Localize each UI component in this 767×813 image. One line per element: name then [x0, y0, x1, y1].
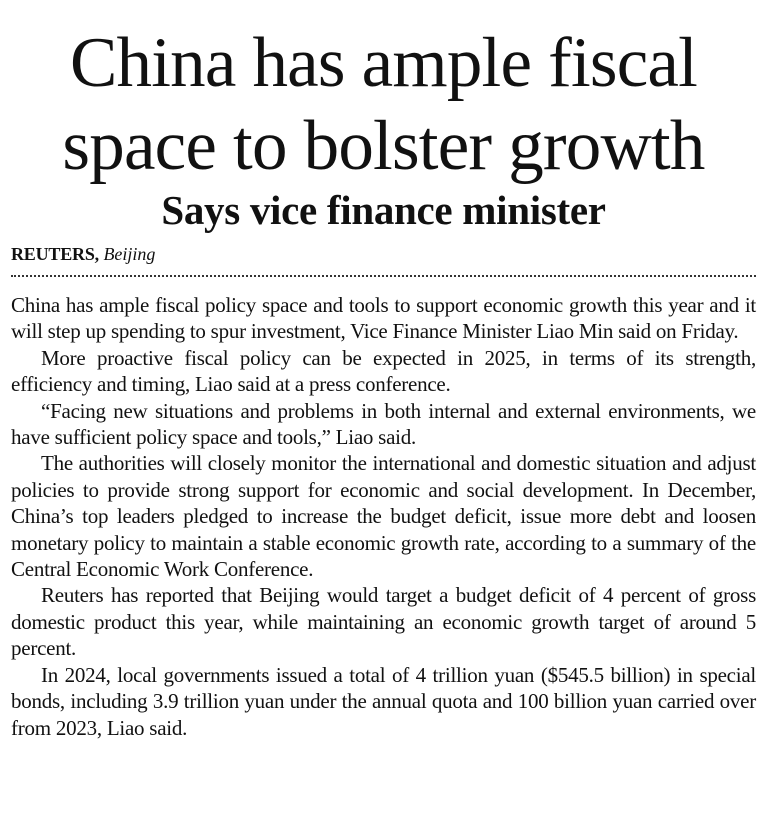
article-body: [11, 292, 756, 741]
subheadline: Says vice finance minister: [161, 187, 606, 233]
paragraph-3: “Facing new situations and problems in both internal and external environments, we have sufficient policy space and tools,” Liao said.: [11, 398, 756, 450]
paragraph-4: The authorities will closely monitor the international and domestic situation and adjust policies to provide strong support for economic and social development. In December, China’s top leaders pledged to increase the budget deficit, issue more debt and loosen monetary policy to maintain a stable economic growth rate, according to a summary of the Central Economic Work Conference.: [11, 451, 756, 582]
paragraph-6: In 2024, local governments issued a total of 4 trillion yuan ($545.5 billion) in special bonds, including 3.9 trillion yuan under the annual quota and 100 billion yuan carried over from 2023, Liao said.: [11, 662, 756, 740]
headline-line-1: China has ample fiscal: [69, 24, 698, 102]
byline-location: Beijing: [103, 244, 156, 264]
paragraph-2: More proactive fiscal policy can be expected in 2025, in terms of its strength, efficiency and timing, Liao said at a press conference.: [11, 345, 756, 397]
headline-line-2: space to bolster growth: [62, 107, 705, 185]
dotted-divider: [11, 275, 756, 277]
paragraph-1: China has ample fiscal policy space and tools to support economic growth this year and it will step up spending to spur investment, Vice Finance Minister Liao Min said on Friday.: [11, 293, 756, 344]
byline: [11, 242, 155, 266]
paragraph-5: Reuters has reported that Beijing would target a budget deficit of 4 percent of gross domestic product this year, while maintaining an economic growth target of around 5 percent.: [11, 583, 756, 661]
byline-agency: REUTERS,: [11, 244, 99, 264]
headline: [0, 22, 767, 188]
